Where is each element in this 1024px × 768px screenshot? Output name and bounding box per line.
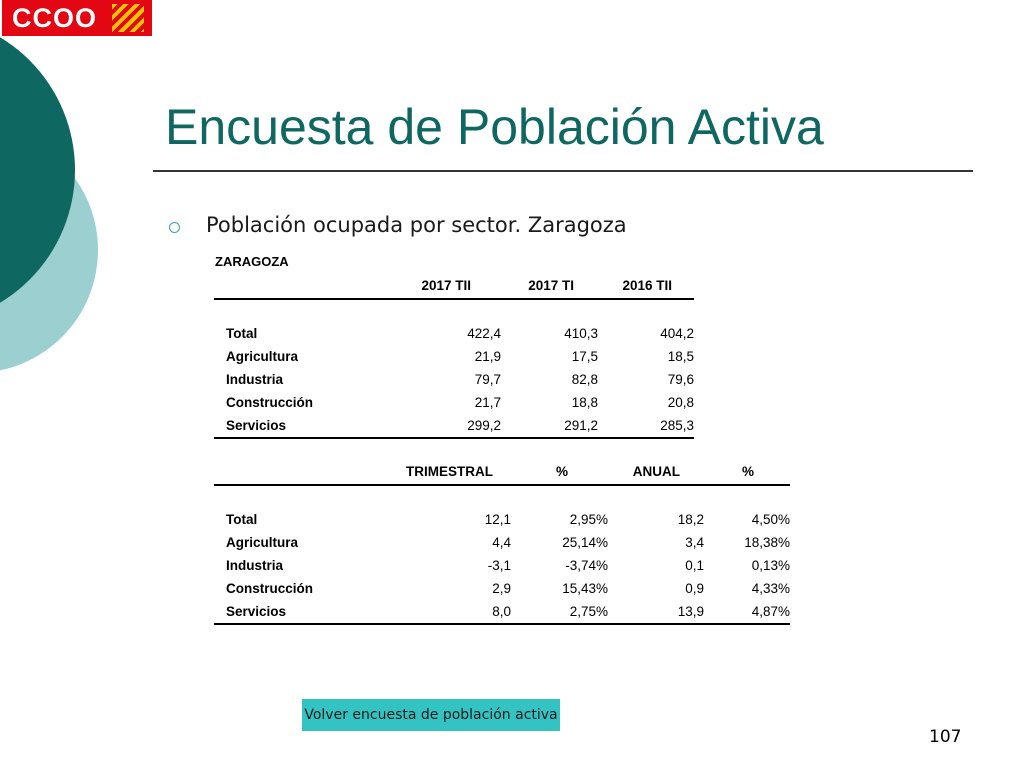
variation-table: [214, 458, 790, 625]
row-label: Total: [226, 512, 258, 527]
cell: 4,87%: [704, 600, 790, 624]
cell: 18,2: [677, 512, 704, 527]
logo-text: CCOO: [12, 3, 97, 33]
row-label: Agricultura: [226, 535, 299, 550]
table-row: [214, 391, 694, 414]
row-label: Construcción: [226, 581, 314, 596]
cell: -3,74%: [565, 558, 608, 573]
table-row: [214, 554, 790, 577]
aragon-flag-icon: [112, 4, 144, 32]
cell: 18,5: [667, 349, 694, 364]
table1-header: 2016 TII: [598, 272, 694, 299]
cell: 21,9: [474, 349, 501, 364]
cell: 404,2: [660, 326, 694, 341]
cell: 15,43%: [562, 581, 608, 596]
cell: 2,75%: [511, 600, 608, 624]
decorative-circles: [0, 0, 110, 420]
table2-header: %: [704, 458, 790, 485]
spacer: [214, 299, 694, 322]
spacer: [214, 485, 790, 508]
table-row: [214, 577, 790, 600]
cell: 17,5: [571, 349, 598, 364]
table1-header-blank: [214, 272, 406, 299]
table2-header: ANUAL: [608, 458, 704, 485]
cell: 2,95%: [569, 512, 608, 527]
cell: -3,1: [487, 558, 511, 573]
cell: 79,7: [474, 372, 501, 387]
row-label: Servicios: [214, 414, 406, 438]
row-label: Construcción: [226, 395, 314, 410]
region-label: ZARAGOZA: [215, 254, 289, 269]
cell: 4,50%: [751, 512, 790, 527]
row-label: Industria: [226, 372, 284, 387]
row-label: Total: [226, 326, 258, 341]
cell: 79,6: [667, 372, 694, 387]
cell: 422,4: [467, 326, 501, 341]
row-label: Industria: [226, 558, 284, 573]
title-divider: [153, 170, 973, 172]
table1-header: 2017 TII: [406, 272, 501, 299]
subtitle: Población ocupada por sector. Zaragoza: [206, 213, 627, 237]
cell: 18,38%: [744, 535, 790, 550]
cell: 18,8: [571, 395, 598, 410]
cell: 8,0: [406, 600, 511, 624]
page-title: Encuesta de Población Activa: [165, 99, 824, 155]
table-row: [214, 322, 694, 345]
cell: 299,2: [406, 414, 501, 438]
cell: 25,14%: [562, 535, 608, 550]
cell: 4,33%: [751, 581, 790, 596]
cell: 20,8: [667, 395, 694, 410]
table2-header-blank: [214, 458, 406, 485]
table2-header: TRIMESTRAL: [406, 458, 511, 485]
table2-header: %: [511, 458, 608, 485]
cell: 12,1: [484, 512, 511, 527]
ccoo-logo: [2, 0, 152, 36]
cell: 21,7: [474, 395, 501, 410]
employment-table: [214, 272, 694, 439]
cell: 0,1: [685, 558, 704, 573]
table1-header: 2017 TI: [501, 272, 598, 299]
page-number: 107: [929, 727, 962, 747]
table-row: [214, 414, 694, 438]
cell: 0,13%: [751, 558, 790, 573]
cell: 285,3: [598, 414, 694, 438]
table-row: [214, 600, 790, 624]
table-row: [214, 531, 790, 554]
row-label: Servicios: [214, 600, 406, 624]
bullet-icon: [169, 222, 180, 233]
cell: 4,4: [492, 535, 511, 550]
cell: 2,9: [492, 581, 511, 596]
cell: 82,8: [571, 372, 598, 387]
table-row: [214, 508, 790, 531]
row-label: Agricultura: [226, 349, 299, 364]
back-to-epa-link[interactable]: Volver encuesta de población activa: [302, 699, 560, 731]
cell: 291,2: [501, 414, 598, 438]
table-row: [214, 345, 694, 368]
table-row: [214, 368, 694, 391]
cell: 410,3: [564, 326, 598, 341]
cell: 3,4: [685, 535, 704, 550]
cell: 0,9: [685, 581, 704, 596]
cell: 13,9: [608, 600, 704, 624]
